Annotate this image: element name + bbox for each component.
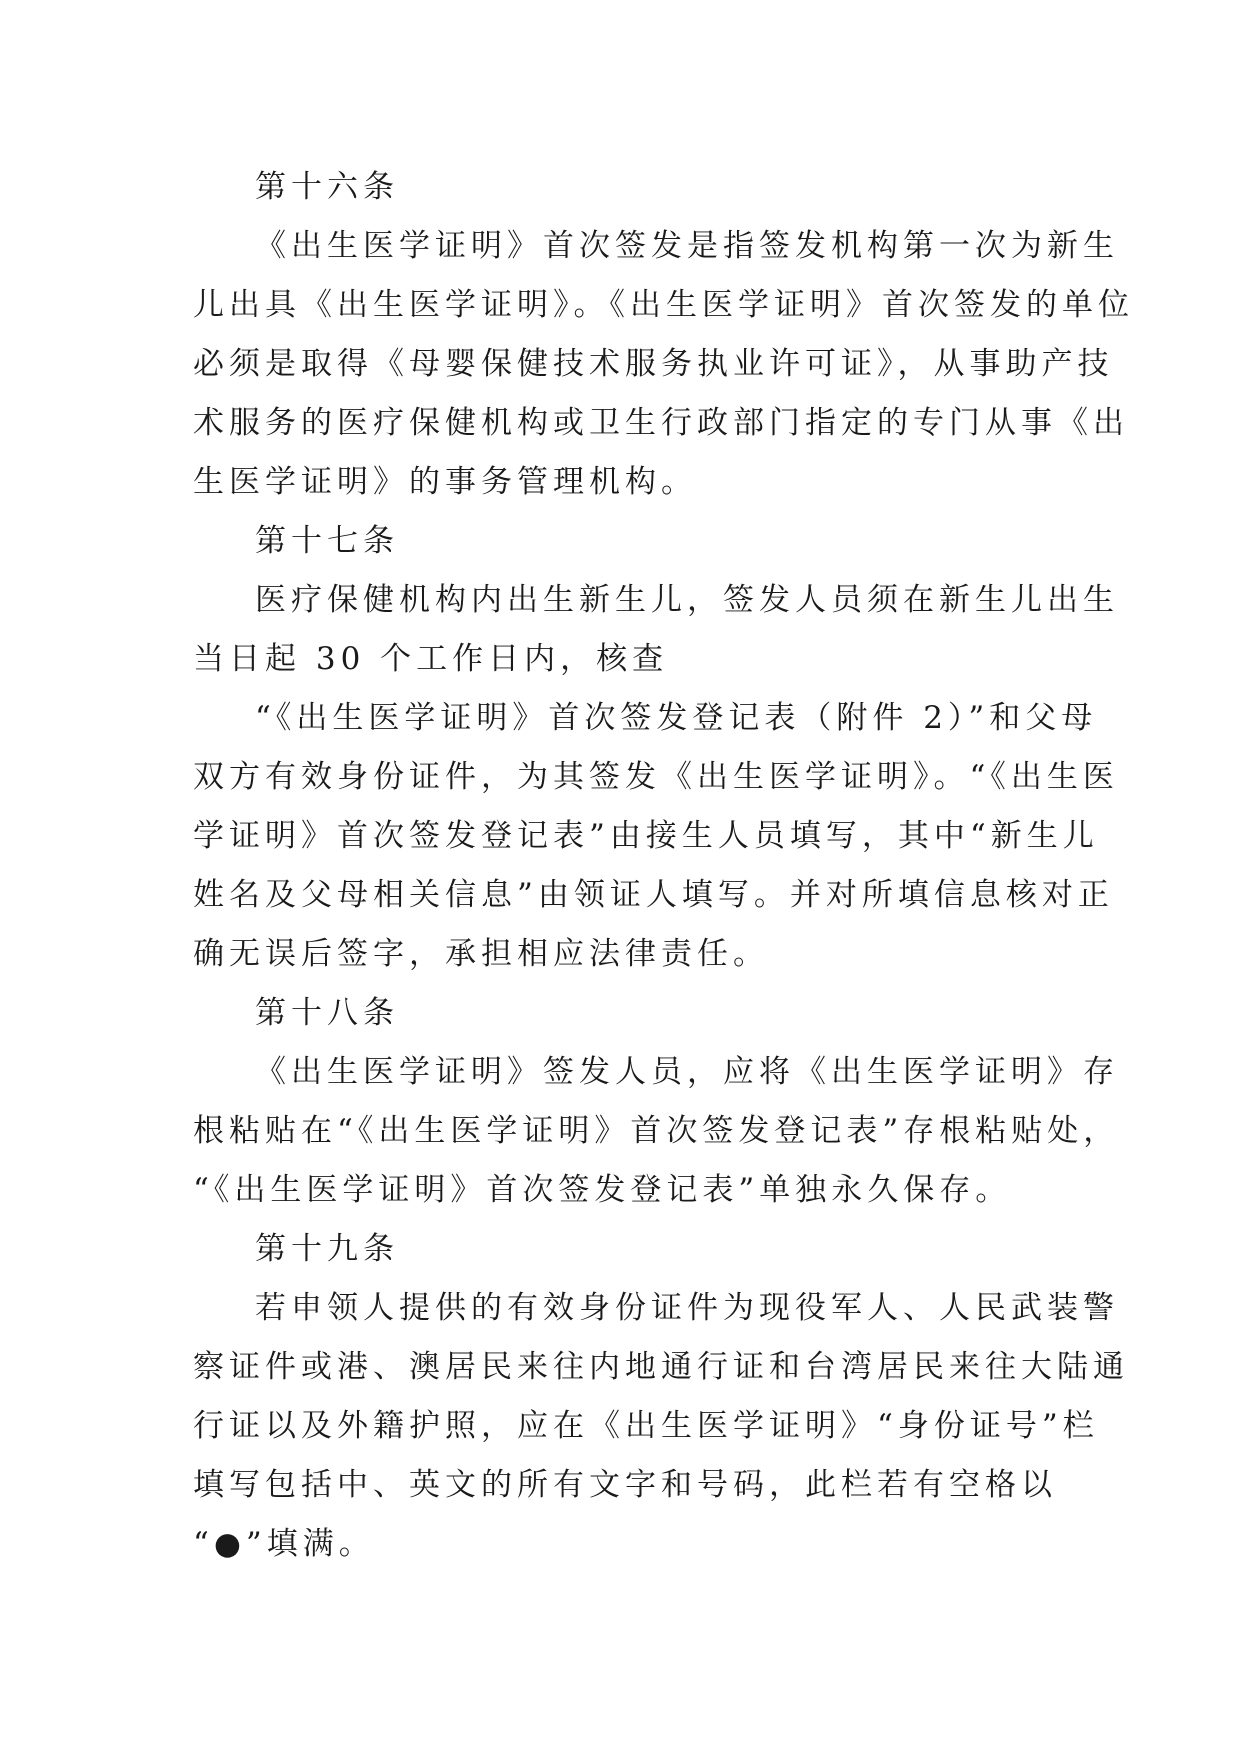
article-18-text-line: “《出生医学证明》首次签发登记表”单独永久保存。 <box>193 1172 1012 1208</box>
article-17-text-line: “《出生医学证明》首次签发登记表（附件 2）”和父母 <box>255 700 1098 736</box>
article-17-text-line: 姓名及父母相关信息”由领证人填写。并对所填信息核对正 <box>193 877 1114 913</box>
article-18-heading: 第十八条 <box>255 995 399 1031</box>
document-body <box>193 158 1134 1574</box>
article-19-text-line: 填写包括中、英文的所有文字和号码，此栏若有空格以 <box>193 1467 1057 1503</box>
article-19-text-line: 行证以及外籍护照，应在《出生医学证明》“身份证号”栏 <box>193 1408 1099 1444</box>
article-16-text-line: 术服务的医疗保健机构或卫生行政部门指定的专门从事《出 <box>193 405 1129 441</box>
article-16-heading: 第十六条 <box>255 169 399 205</box>
article-16-text-line: 必须是取得《母婴保健技术服务执业许可证》，从事助产技 <box>193 346 1114 382</box>
article-19-text-line: 若申领人提供的有效身份证件为现役军人、人民武装警 <box>255 1290 1119 1326</box>
article-17-text-line: 当日起 30 个工作日内，核查 <box>193 641 669 677</box>
article-16-text-line: 儿出具《出生医学证明》。《出生医学证明》首次签发的单位 <box>193 287 1134 323</box>
article-17-text-line: 确无误后签字，承担相应法律责任。 <box>193 936 769 972</box>
article-16-text-line: 生医学证明》的事务管理机构。 <box>193 464 697 500</box>
article-17-heading: 第十七条 <box>255 523 399 559</box>
article-19-heading: 第十九条 <box>255 1231 399 1267</box>
article-19-text-line: “●”填满。 <box>193 1526 375 1562</box>
article-18-text-line: 根粘贴在“《出生医学证明》首次签发登记表”存根粘贴处， <box>193 1113 1120 1149</box>
article-19-text-line: 察证件或港、澳居民来往内地通行证和台湾居民来往大陆通 <box>193 1349 1129 1385</box>
article-17-text-line: 双方有效身份证件，为其签发《出生医学证明》。“《出生医 <box>193 759 1119 795</box>
article-17-text-line: 医疗保健机构内出生新生儿，签发人员须在新生儿出生 <box>255 582 1119 618</box>
article-16-text-line: 《出生医学证明》首次签发是指签发机构第一次为新生 <box>255 228 1119 264</box>
article-17-text-line: 学证明》首次签发登记表”由接生人员填写，其中“新生儿 <box>193 818 1099 854</box>
article-18-text-line: 《出生医学证明》签发人员，应将《出生医学证明》存 <box>255 1054 1119 1090</box>
